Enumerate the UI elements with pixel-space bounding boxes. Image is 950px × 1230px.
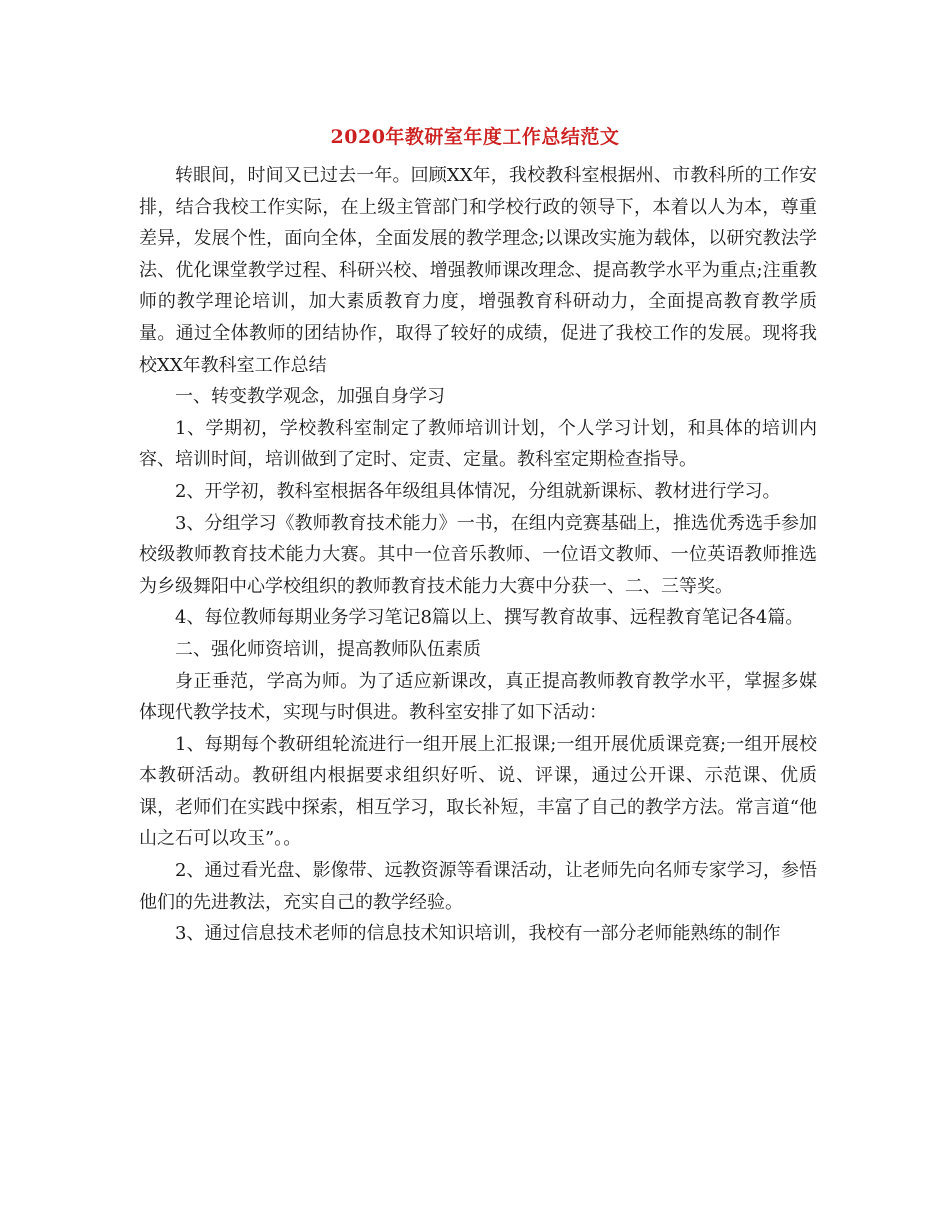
paragraph-item: 3、通过信息技术老师的信息技术知识培训，我校有一部分老师能熟练的制作 bbox=[175, 923, 781, 945]
document-body bbox=[139, 160, 817, 950]
paragraph-item: 4、每位教师每期业务学习笔记8篇以上、撰写教育故事、远程教育笔记各4篇。 bbox=[175, 607, 804, 629]
paragraph-item: 身正垂范，学高为师。为了适应新课改，真正提高教师教育教学水平，掌握多媒体现代教学技术，实现与时俱进。教科室安排了如下活动： bbox=[139, 670, 817, 724]
document-title: 2020年教研室年度工作总结范文 bbox=[330, 126, 620, 148]
paragraph-item: 2、通过看光盘、影像带、远教资源等看课活动，让老师先向名师专家学习，参悟他们的先进教法，充实自己的教学经验。 bbox=[139, 860, 817, 913]
paragraph-item: 1、每期每个教研组轮流进行一组开展上汇报课;一组开展优质课竞赛;一组开展校本教研活动。教研组内根据要求组织好听、说、评课，通过公开课、示范课、优质课，老师们在实践中探索，相互学习，取长补短，丰富了自己的教学方法。常言道“他山之石可以攻玉”。。 bbox=[139, 733, 817, 850]
section-heading-1: 一、转变教学观念，加强自身学习 bbox=[175, 386, 445, 408]
paragraph-intro: 转眼间，时间又已过去一年。回顾XX年，我校教科室根据州、市教科所的工作安排，结合我校工作实际，在上级主管部门和学校行政的领导下，本着以人为本，尊重差异，发展个性，面向全体，全面发展的教学理念;以课改实施为载体，以研究教法学法、优化课堂教学过程、科研兴校、增强教师课改理念、提高教学水平为重点;注重教师的教学理论培训，加大素质教育力度，增强教育科研动力，全面提高教育教学质量。通过全体教师的团结协作，取得了较好的成绩，促进了我校工作的发展。现将我校XX年教科室工作总结 bbox=[139, 165, 817, 376]
paragraph-item: 2、开学初，教科室根据各年级组具体情况，分组就新课标、教材进行学习。 bbox=[175, 480, 781, 502]
paragraph-item: 1、学期初，学校教科室制定了教师培训计划，个人学习计划，和具体的培训内容、培训时间，培训做到了定时、定责、定量。教科室定期检查指导。 bbox=[139, 417, 817, 471]
section-heading-2: 二、强化师资培训，提高教师队伍素质 bbox=[175, 638, 481, 660]
paragraph-item: 3、分组学习《教师教育技术能力》一书，在组内竞赛基础上，推选优秀选手参加校级教师教育技术能力大赛。其中一位音乐教师、一位语文教师、一位英语教师推选为乡级舞阳中心学校组织的教师教育技术能力大赛中分获一、二、三等奖。 bbox=[139, 512, 817, 597]
